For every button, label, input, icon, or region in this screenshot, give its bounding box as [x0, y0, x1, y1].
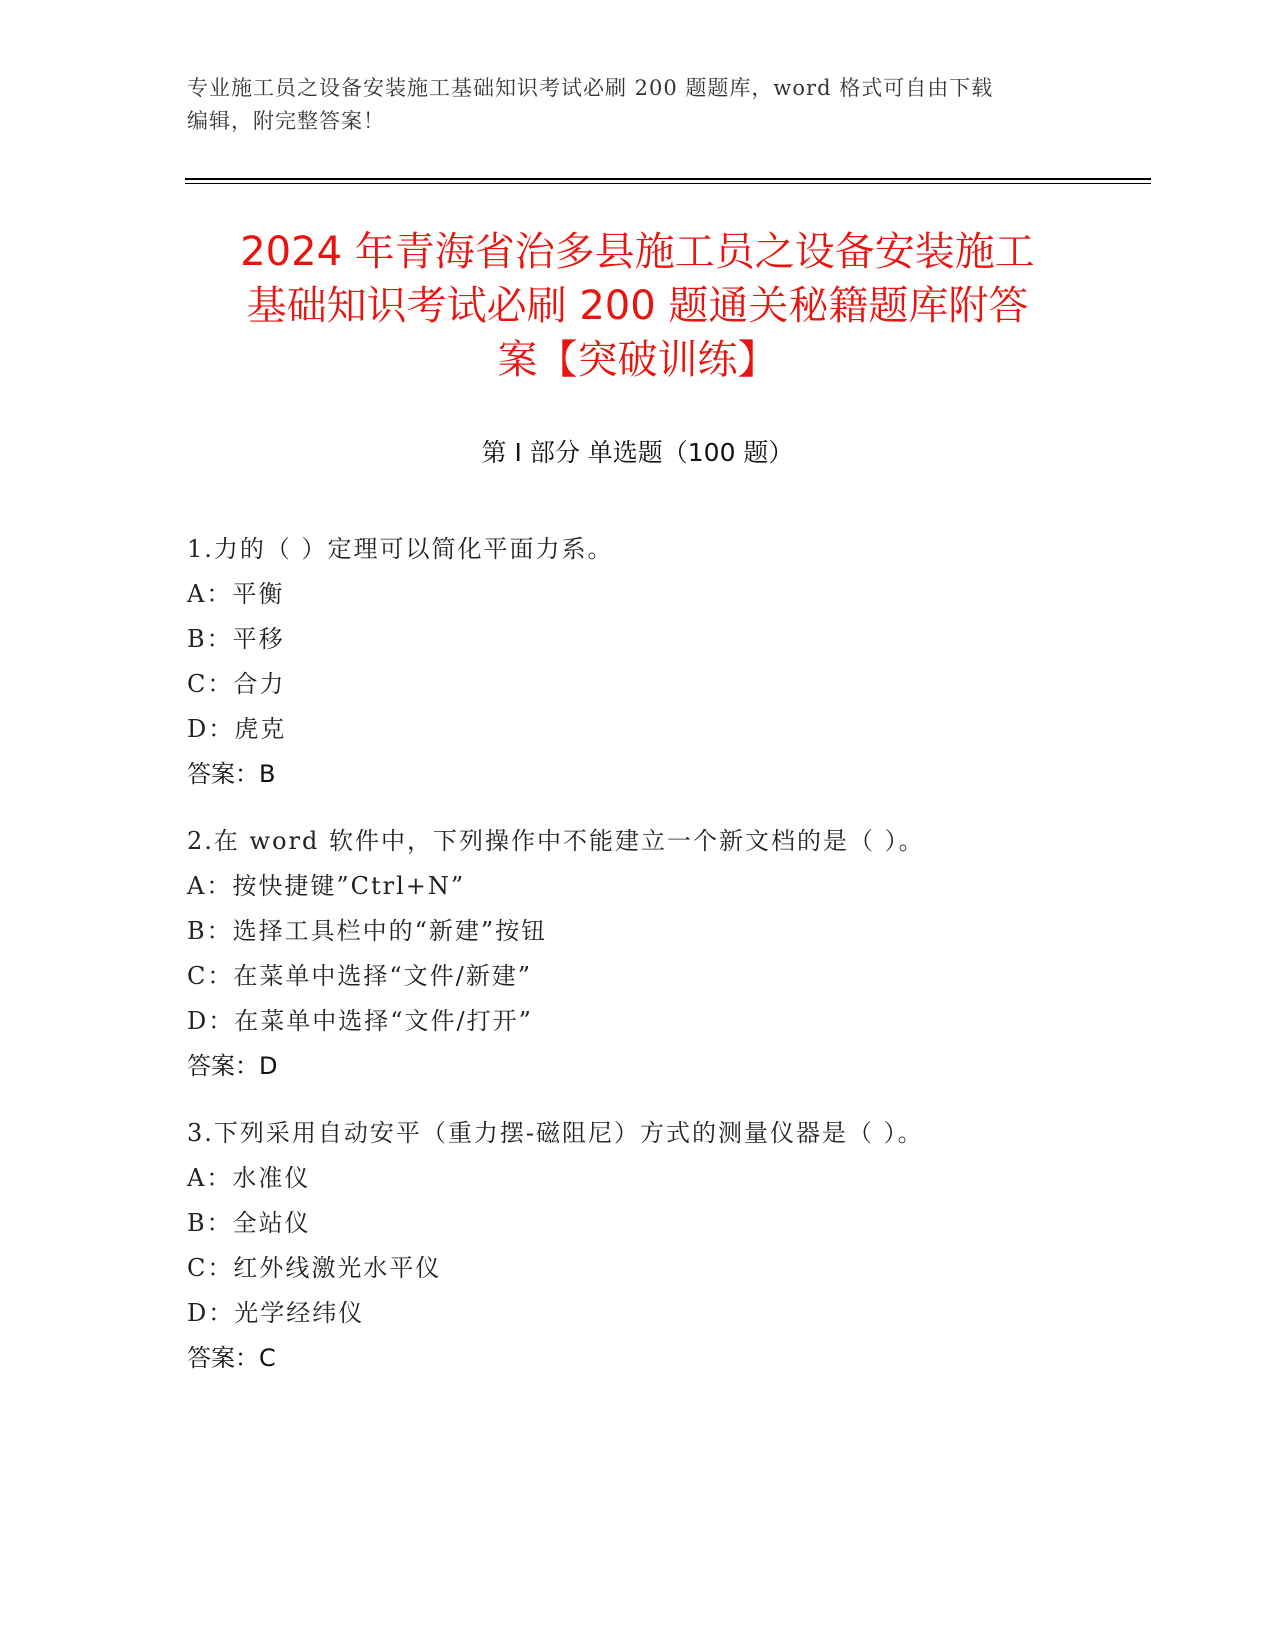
option-d: D：在菜单中选择“文件/打开”: [187, 1007, 533, 1035]
answer: 答案：B: [187, 760, 276, 788]
option-b: B：平移: [187, 625, 285, 653]
option-b: B：选择工具栏中的“新建”按钮: [187, 917, 548, 945]
document-title-line-2: 基础知识考试必刷 200 题通关秘籍题库附答: [246, 283, 1029, 329]
question-2: [187, 819, 1147, 1089]
answer: 答案：D: [187, 1052, 278, 1080]
option-a: A：平衡: [187, 580, 285, 608]
document-title-line-3: 案【突破训练】: [497, 337, 778, 383]
question-1: [187, 527, 1147, 797]
header-note-line-1: 专业施工员之设备安装施工基础知识考试必刷 200 题题库，word 格式可自由下载: [187, 76, 994, 100]
answer: 答案：C: [187, 1344, 276, 1372]
header-divider-thin: [185, 183, 1151, 184]
document-title-line-1: 2024 年青海省治多县施工员之设备安装施工: [240, 229, 1035, 275]
header-divider-thick: [185, 178, 1151, 180]
section-heading: 第 I 部分 单选题（100 题）: [481, 438, 794, 467]
option-b: B：全站仪: [187, 1209, 311, 1237]
question-3: [187, 1111, 1147, 1381]
option-c: C：在菜单中选择“文件/新建”: [187, 962, 532, 990]
question-list: [187, 527, 1147, 1403]
question-stem: 2.在 word 软件中，下列操作中不能建立一个新文档的是（ ）。: [187, 827, 925, 855]
header-note: [187, 72, 1087, 138]
document-title: [160, 225, 1115, 387]
option-a: A：水准仪: [187, 1164, 311, 1192]
question-stem: 1.力的（ ）定理可以简化平面力系。: [187, 535, 614, 563]
question-stem: 3.下列采用自动安平（重力摆-磁阻尼）方式的测量仪器是（ ）。: [187, 1119, 924, 1147]
option-d: D：虎克: [187, 715, 287, 743]
option-c: C：红外线激光水平仪: [187, 1254, 442, 1282]
header-note-line-2: 编辑，附完整答案！: [187, 109, 385, 133]
option-c: C：合力: [187, 670, 286, 698]
option-d: D：光学经纬仪: [187, 1299, 365, 1327]
option-a: A：按快捷键”Ctrl+N”: [187, 872, 466, 900]
